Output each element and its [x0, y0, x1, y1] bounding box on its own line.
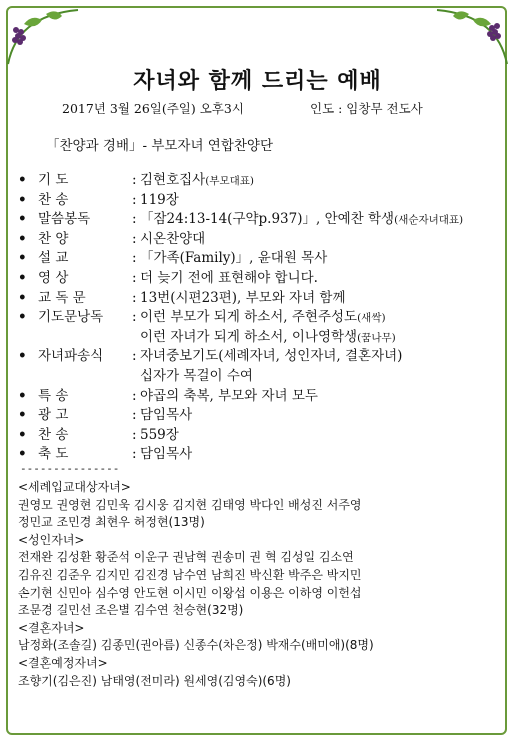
- name-line: 남정화(조솔길) 김종민(권아름) 신종수(차은정) 박재수(배미애)(8명): [18, 638, 374, 653]
- colon: :: [132, 309, 137, 326]
- order-item-label: 자녀파송식: [38, 348, 104, 365]
- bullet-icon: •: [18, 230, 27, 247]
- order-item-value: [140, 230, 205, 250]
- colon: :: [132, 446, 137, 463]
- order-item-label: 교 독 문: [38, 289, 86, 306]
- group-header: <결혼예정자녀>: [18, 655, 108, 670]
- grape-vine-icon: [4, 4, 82, 70]
- name-line: 전재완 김성환 황준석 이운구 권남혁 권송미 권 혁 김성일 김소연: [18, 550, 354, 565]
- order-item: [18, 230, 508, 250]
- group-header: <세례입교대상자녀>: [18, 480, 131, 494]
- order-of-worship: [18, 171, 508, 465]
- order-item-note: (새싹): [357, 312, 386, 325]
- colon: :: [132, 191, 137, 208]
- order-item-text: 더 늦기 전에 표현해야 합니다.: [140, 269, 318, 286]
- order-item-value: [140, 210, 463, 231]
- order-item-value: [140, 171, 254, 192]
- colon: :: [132, 289, 137, 306]
- bullet-icon: •: [18, 309, 27, 326]
- bullet-icon: •: [18, 348, 27, 365]
- order-item-note: (새순자녀대표): [394, 214, 464, 227]
- divider: ---------------: [20, 462, 120, 475]
- name-line: 손기현 신민아 심수영 안도현 이시민 이왕섭 이용은 이하영 이헌섭: [18, 585, 362, 600]
- order-item: [18, 249, 508, 269]
- order-item-label: 말씀봉독: [38, 211, 91, 228]
- order-item: [18, 367, 508, 387]
- order-item-text: 이런 자녀가 되게 하소서, 이나영학생: [140, 328, 358, 345]
- order-item: [18, 269, 508, 289]
- order-item-value: [140, 367, 253, 387]
- service-leader: 인도 : 임창무 전도사: [310, 101, 423, 116]
- bullet-icon: •: [18, 250, 27, 267]
- order-item: [18, 289, 508, 309]
- bullet-icon: •: [18, 426, 27, 443]
- bullet-icon: •: [18, 269, 27, 286]
- order-item-value: [140, 191, 179, 211]
- colon: :: [132, 348, 137, 365]
- group-header: <성인자녀>: [18, 532, 85, 547]
- order-item-text: 시온찬양대: [140, 230, 206, 247]
- order-item-value: [140, 387, 318, 407]
- name-line: 조향기(김은진) 남태영(전미라) 원세영(김영숙)(6명): [18, 673, 291, 688]
- order-item-label: 영 상: [38, 269, 69, 286]
- bullet-icon: •: [18, 289, 27, 306]
- colon: :: [132, 426, 137, 443]
- order-item-value: [140, 406, 192, 426]
- bullet-icon: •: [18, 172, 27, 188]
- order-item-note: (꿈나무): [357, 331, 396, 344]
- order-item-text: 담임목사: [140, 446, 193, 463]
- bullet-icon: •: [18, 407, 27, 424]
- order-item-text: 119장: [140, 191, 179, 208]
- order-item: [18, 308, 508, 328]
- order-item-label: 기도문낭독: [38, 309, 104, 326]
- order-item-text: 야곱의 축복, 부모와 자녀 모두: [140, 387, 318, 404]
- service-meta: [62, 99, 462, 117]
- name-line: 정민교 조민경 최현우 허정현(13명): [18, 515, 205, 530]
- page-title: 자녀와 함께 드리는 예배: [133, 69, 382, 94]
- order-item-value: [140, 426, 179, 446]
- order-item-label: 기 도: [38, 172, 69, 188]
- order-item-label: 설 교: [38, 250, 69, 267]
- name-line: 조문경 길민선 조은별 김수연 천승현(32명): [18, 603, 244, 618]
- order-item-value: [140, 347, 402, 367]
- order-item-text: 559장: [140, 426, 179, 443]
- order-item-value: [140, 289, 346, 309]
- colon: :: [132, 230, 137, 247]
- order-item-label: 축 도: [38, 446, 69, 463]
- order-item-label: 특 송: [38, 387, 69, 404]
- name-line: 권영모 권영현 김민욱 김시웅 김지현 김태영 박다인 배성진 서주영: [18, 497, 362, 512]
- order-item-text: 13번(시편23편), 부모와 자녀 함께: [140, 289, 346, 306]
- order-item-value: [140, 328, 396, 349]
- bullet-icon: •: [18, 387, 27, 404]
- order-item-note: (부모대표): [205, 175, 254, 187]
- bullet-icon: •: [18, 211, 27, 228]
- order-item-text: 「잠24:13-14(구약p.937)」, 안예찬 학생: [140, 211, 395, 228]
- colon: :: [132, 172, 137, 188]
- order-item-text: 김현호집사: [140, 172, 206, 188]
- grape-vine-icon: [433, 4, 511, 70]
- order-item-label: 찬 양: [38, 230, 69, 247]
- colon: :: [132, 407, 137, 424]
- service-date: 2017년 3월 26일(주일) 오후3시: [62, 101, 244, 116]
- order-item-value: [140, 445, 192, 465]
- order-item-text: 「가족(Family)」, 윤대원 목사: [140, 250, 328, 267]
- order-item-value: [140, 249, 327, 269]
- order-item-label: 광 고: [38, 407, 69, 424]
- bullet-icon: •: [18, 446, 27, 463]
- colon: :: [132, 250, 137, 267]
- order-item: [18, 171, 508, 191]
- order-item-text: 담임목사: [140, 407, 193, 424]
- order-item-label: 찬 송: [38, 191, 69, 208]
- group-header: <결혼자녀>: [18, 620, 85, 635]
- name-line: 김유진 김준우 김지민 김진경 남수연 남희진 박신환 박주은 박지민: [18, 567, 362, 582]
- order-item-label: 찬 송: [38, 426, 69, 443]
- order-item-text: 십자가 목걸이 수여: [140, 367, 253, 384]
- member-lists: [18, 479, 503, 690]
- order-item: [18, 426, 508, 446]
- colon: :: [132, 211, 137, 228]
- order-item-text: 자녀중보기도(세례자녀, 성인자녀, 결혼자녀): [140, 348, 403, 365]
- order-item: [18, 347, 508, 367]
- order-item: [18, 210, 508, 230]
- colon: :: [132, 269, 137, 286]
- colon: :: [132, 387, 137, 404]
- bullet-icon: •: [18, 191, 27, 208]
- order-item: [18, 406, 508, 426]
- order-item: [18, 387, 508, 407]
- order-item: [18, 191, 508, 211]
- order-item-text: 이런 부모가 되게 하소서, 주현주성도: [140, 309, 358, 326]
- order-item-value: [140, 308, 386, 329]
- order-item-value: [140, 269, 318, 289]
- order-item: [18, 328, 508, 348]
- choir-line: 「찬양과 경배」- 부모자녀 연합찬양단: [46, 138, 274, 154]
